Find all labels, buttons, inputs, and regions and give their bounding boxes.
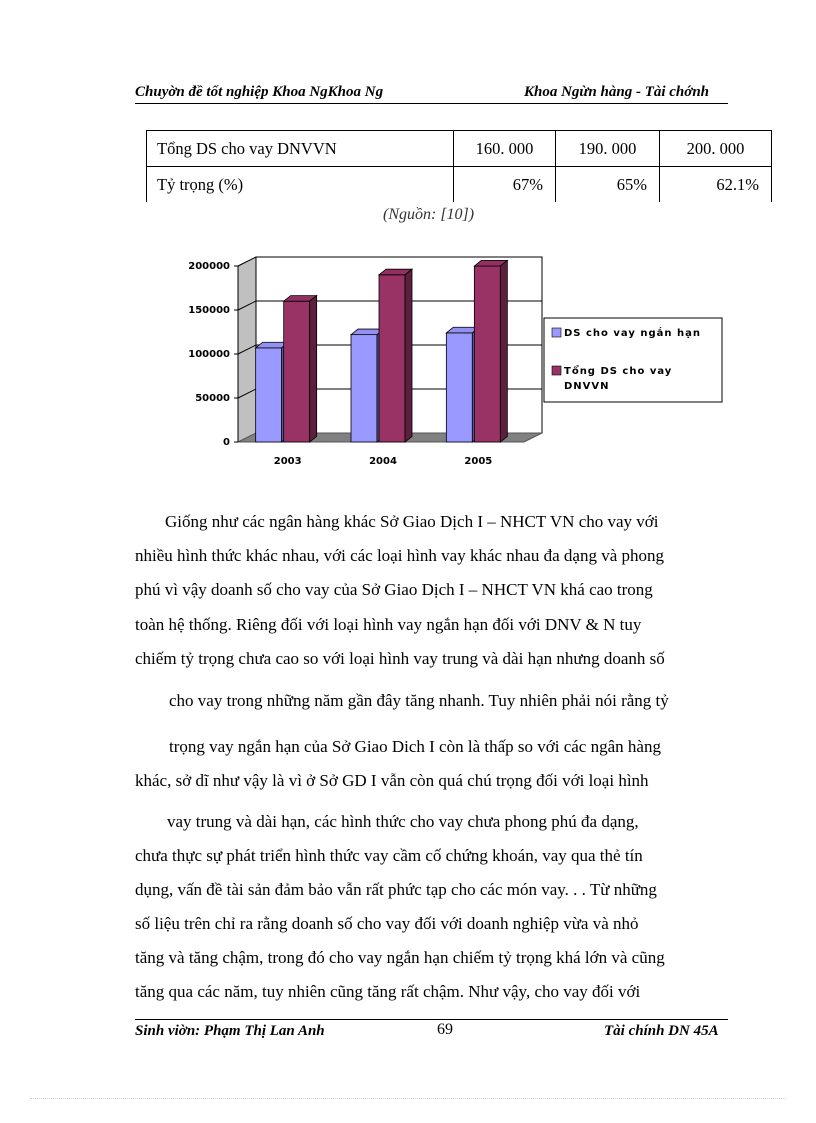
footer-author: Sinh viờn: Phạm Thị Lan Anh (135, 1023, 325, 1039)
bar (379, 275, 405, 442)
table-cell: 190. 000 (556, 131, 660, 167)
y-tick-label: 100000 (188, 349, 230, 360)
page-edge-divider (30, 1098, 786, 1099)
legend-label: DNVVN (564, 381, 610, 392)
text-line: vay trung và dài hạn, các hình thức cho vay chưa phong phú đa dạng, (167, 812, 639, 831)
table-cell: Tổng DS cho vay DNVVN (147, 131, 454, 167)
header-right: Khoa Ngừn hàng - Tài chớnh (524, 84, 710, 100)
bar-side (310, 296, 317, 442)
x-tick-label: 2005 (464, 456, 493, 467)
text-line: tăng qua các năm, tuy nhiên cũng tăng rất chậm. Như vậy, cho vay đối với (135, 982, 641, 1001)
header-left: Chuyờn đề tốt nghiệp Khoa NgKhoa Ng (135, 84, 384, 100)
table-cell: Tỷ trọng (%) (147, 167, 454, 203)
bar (446, 333, 472, 442)
y-tick-label: 50000 (195, 393, 230, 404)
legend-swatch (552, 328, 561, 337)
footer-class: Tài chính DN 45A (604, 1023, 719, 1039)
table-cell: 67% (454, 167, 556, 203)
text-line: chưa thực sự phát triển hình thức vay cầm cố chứng khoán, vay qua thẻ tín (135, 846, 643, 865)
bar (284, 301, 310, 442)
text-line: tăng và tăng chậm, trong đó cho vay ngắn hạn chiếm tỷ trọng khá lớn và cũng (135, 948, 665, 967)
page-number: 69 (437, 1021, 453, 1038)
y-tick-label: 0 (223, 437, 230, 448)
bar (351, 335, 377, 442)
table-cell: 160. 000 (454, 131, 556, 167)
legend-swatch (552, 366, 561, 375)
y-tick-label: 150000 (188, 305, 230, 316)
table-row (147, 167, 772, 203)
bar-side (405, 269, 412, 442)
text-line: chiếm tỷ trọng chưa cao so với loại hình vay trung và dài hạn nhưng doanh số (135, 649, 665, 668)
text-line: Giống như các ngân hàng khác Sở Giao Dịch I – NHCT VN cho vay với (165, 512, 659, 531)
text-line: nhiều hình thức khác nhau, với các loại hình vay khác nhau đa dạng và phong (135, 546, 664, 565)
table-cell: 65% (556, 167, 660, 203)
bar-chart (176, 250, 736, 475)
data-table (146, 130, 772, 202)
source-caption: (Nguồn: [10]) (383, 206, 475, 223)
bar-side (500, 260, 507, 442)
text-line: khác, sở dĩ như vậy là vì ở Sở GD I vẫn còn quá chú trọng đối với loại hình (135, 771, 649, 790)
text-line: cho vay trong những năm gần đây tăng nhanh. Tuy nhiên phải nói rằng tỷ (169, 691, 669, 710)
table-row (147, 131, 772, 167)
text-line: toàn hệ thống. Riêng đối với loại hình vay ngắn hạn đối với DNV & N tuy (135, 615, 642, 634)
x-tick-label: 2003 (273, 456, 302, 467)
bar (474, 266, 500, 442)
legend-label: Tổng DS cho vay (564, 366, 673, 377)
text-line: phú vì vậy doanh số cho vay của Sở Giao Dịch I – NHCT VN khá cao trong (135, 580, 653, 599)
text-line: dụng, vấn đề tài sản đảm bảo vẫn rất phức tạp cho các món vay. . . Từ những (135, 880, 657, 899)
legend-label: DS cho vay ngắn hạn (564, 328, 701, 339)
header-rule (135, 103, 728, 104)
text-line: trọng vay ngắn hạn của Sở Giao Dich I còn là thấp so với các ngân hàng (169, 737, 661, 756)
table-cell: 62.1% (660, 167, 772, 203)
text-line: số liệu trên chỉ ra rằng doanh số cho vay đối với doanh nghiệp vừa và nhỏ (135, 914, 639, 933)
footer-rule (135, 1019, 728, 1020)
table-cell: 200. 000 (660, 131, 772, 167)
y-tick-label: 200000 (188, 261, 230, 272)
x-tick-label: 2004 (369, 456, 397, 467)
bar (256, 348, 282, 442)
